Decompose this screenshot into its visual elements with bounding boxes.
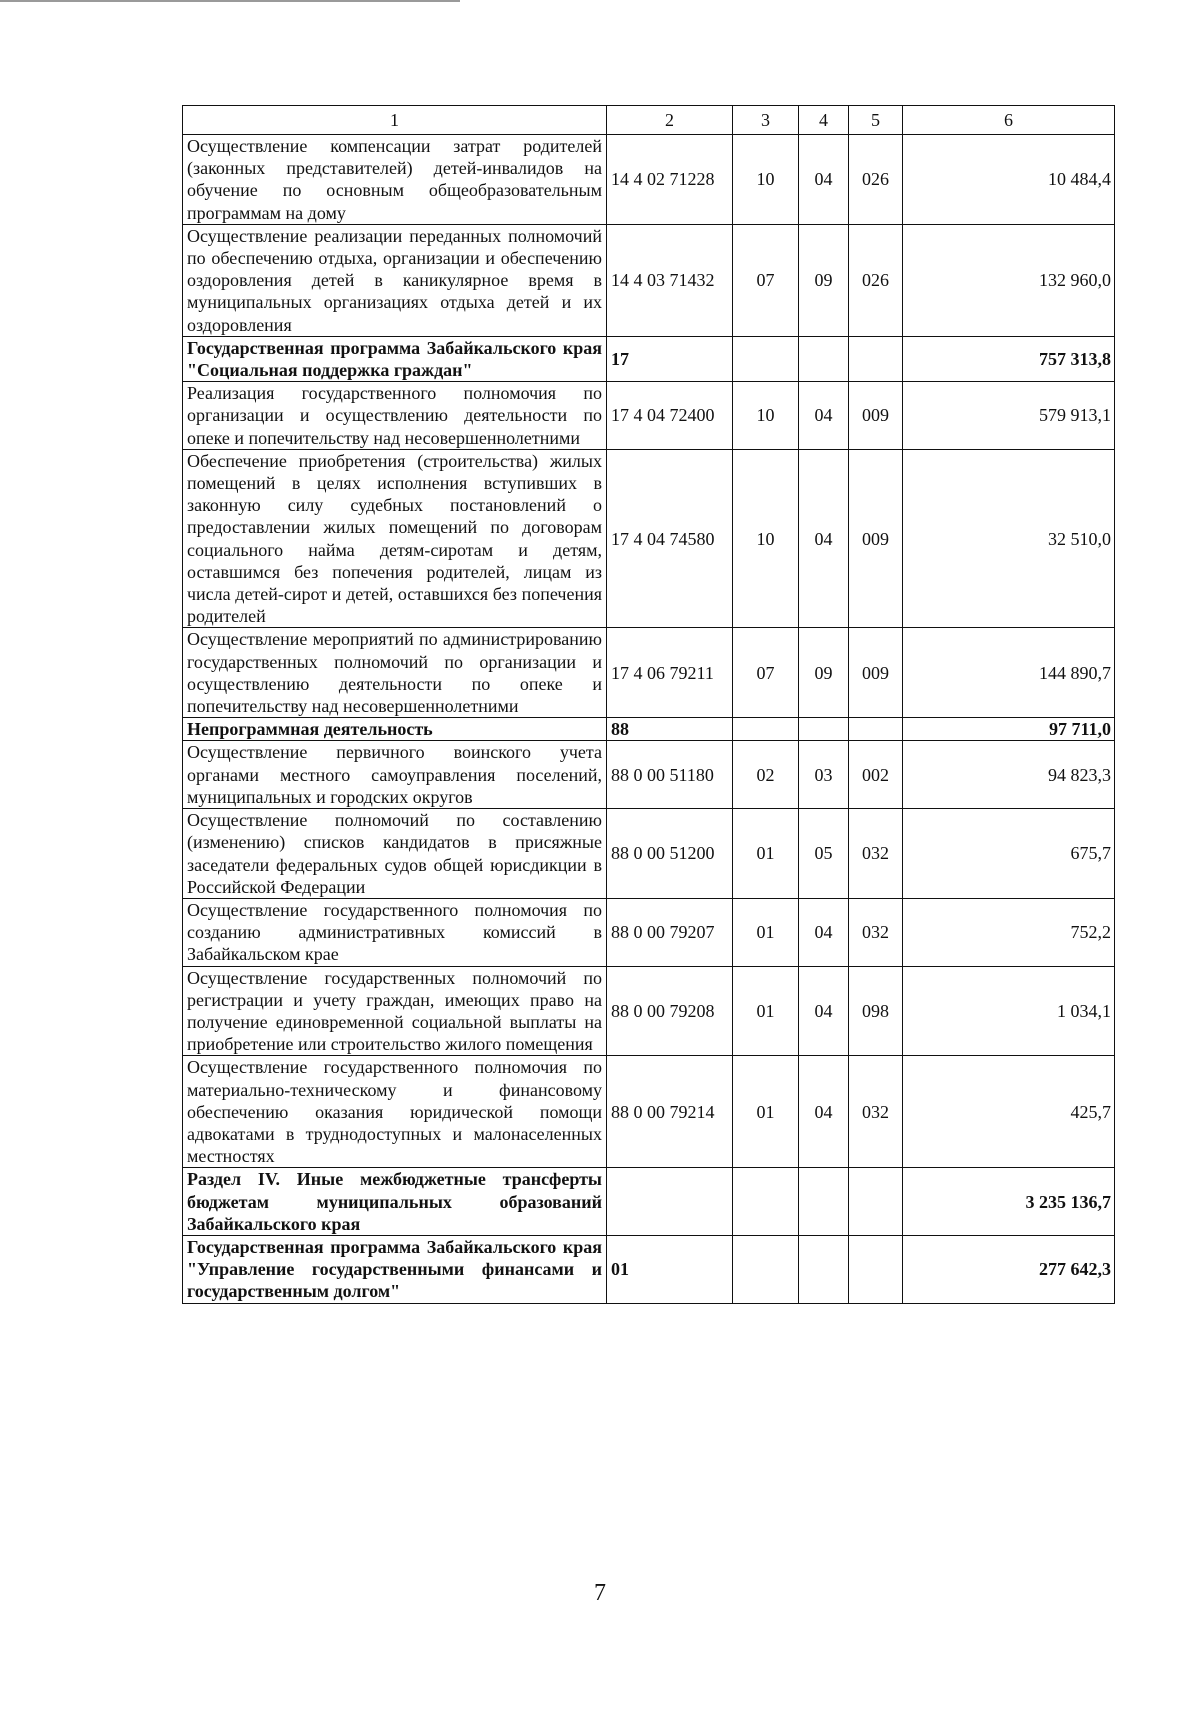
row-type-cell xyxy=(849,336,903,381)
column-header-1: 1 xyxy=(183,106,607,135)
row-type-cell: 032 xyxy=(849,809,903,899)
top-edge-rule xyxy=(0,0,460,2)
row-section-cell: 10 xyxy=(733,135,799,225)
row-name-cell: Государственная программа Забайкальского края "Социальная поддержка граждан" xyxy=(183,336,607,381)
row-type-cell xyxy=(849,718,903,741)
row-name-cell: Непрограммная деятельность xyxy=(183,718,607,741)
row-section-cell xyxy=(733,336,799,381)
page-number: 7 xyxy=(594,1580,606,1606)
table-row xyxy=(183,224,1115,336)
row-section-cell: 10 xyxy=(733,449,799,628)
row-section-cell: 01 xyxy=(733,1056,799,1168)
table-row xyxy=(183,898,1115,966)
table-body xyxy=(183,135,1115,1304)
row-subsection-cell xyxy=(799,718,849,741)
row-amount-cell: 10 484,4 xyxy=(903,135,1115,225)
column-header-5: 5 xyxy=(849,106,903,135)
row-subsection-cell xyxy=(799,336,849,381)
row-code-cell xyxy=(607,1168,733,1236)
row-name-cell: Осуществление компенсации затрат родителей (законных представителей) детей-инвалидов на обучение по основным общеобразовательным программам на дому xyxy=(183,135,607,225)
row-subsection-cell xyxy=(799,1168,849,1236)
row-section-cell: 01 xyxy=(733,898,799,966)
table-row xyxy=(183,1056,1115,1168)
column-header-6: 6 xyxy=(903,106,1115,135)
row-type-cell: 026 xyxy=(849,135,903,225)
row-type-cell: 009 xyxy=(849,449,903,628)
row-section-cell: 07 xyxy=(733,628,799,718)
row-subsection-cell: 04 xyxy=(799,382,849,450)
row-name-cell: Осуществление первичного воинского учета органами местного самоуправления поселений, муниципальных и городских округов xyxy=(183,741,607,809)
row-code-cell: 88 0 00 51180 xyxy=(607,741,733,809)
row-code-cell: 17 xyxy=(607,336,733,381)
row-subsection-cell: 04 xyxy=(799,966,849,1056)
row-code-cell: 17 4 06 79211 xyxy=(607,628,733,718)
row-subsection-cell: 04 xyxy=(799,135,849,225)
row-name-cell: Осуществление мероприятий по администрированию государственных полномочий по организации и осуществлению деятельности по опеке и попечительству над несовершеннолетними xyxy=(183,628,607,718)
row-amount-cell: 277 642,3 xyxy=(903,1235,1115,1303)
row-name-cell: Осуществление государственного полномочия по созданию административных комиссий в Забайкальском крае xyxy=(183,898,607,966)
row-section-cell: 01 xyxy=(733,966,799,1056)
table-header-row xyxy=(183,106,1115,135)
budget-table xyxy=(182,105,1115,1304)
row-section-cell xyxy=(733,1168,799,1236)
table-row xyxy=(183,382,1115,450)
row-name-cell: Осуществление полномочий по составлению (изменению) списков кандидатов в присяжные заседатели федеральных судов общей юрисдикции в Российской Федерации xyxy=(183,809,607,899)
table-row xyxy=(183,809,1115,899)
row-amount-cell: 1 034,1 xyxy=(903,966,1115,1056)
row-code-cell: 01 xyxy=(607,1235,733,1303)
row-code-cell: 88 0 00 79214 xyxy=(607,1056,733,1168)
row-name-cell: Осуществление государственного полномочия по материально-техническому и финансовому обеспечению оказания юридической помощи адвокатами в труднодоступных и малонаселенных местностях xyxy=(183,1056,607,1168)
table-row xyxy=(183,1168,1115,1236)
row-name-cell: Раздел IV. Иные межбюджетные трансферты бюджетам муниципальных образований Забайкальского края xyxy=(183,1168,607,1236)
table-row xyxy=(183,966,1115,1056)
row-code-cell: 88 0 00 79207 xyxy=(607,898,733,966)
row-subsection-cell: 03 xyxy=(799,741,849,809)
row-amount-cell: 32 510,0 xyxy=(903,449,1115,628)
row-type-cell: 009 xyxy=(849,382,903,450)
column-header-4: 4 xyxy=(799,106,849,135)
row-amount-cell: 97 711,0 xyxy=(903,718,1115,741)
row-code-cell: 14 4 02 71228 xyxy=(607,135,733,225)
row-name-cell: Осуществление реализации переданных полномочий по обеспечению отдыха, организации и обеспечению оздоровления детей в каникулярное время в муниципальных организациях отдыха детей и их оздоровления xyxy=(183,224,607,336)
row-name-cell: Государственная программа Забайкальского края "Управление государственными финансами и государственным долгом" xyxy=(183,1235,607,1303)
table-row xyxy=(183,718,1115,741)
table-row xyxy=(183,336,1115,381)
row-code-cell: 17 4 04 74580 xyxy=(607,449,733,628)
row-type-cell xyxy=(849,1235,903,1303)
row-subsection-cell: 09 xyxy=(799,224,849,336)
row-amount-cell: 132 960,0 xyxy=(903,224,1115,336)
row-section-cell xyxy=(733,718,799,741)
column-header-2: 2 xyxy=(607,106,733,135)
row-type-cell: 032 xyxy=(849,1056,903,1168)
table-row xyxy=(183,741,1115,809)
row-amount-cell: 425,7 xyxy=(903,1056,1115,1168)
row-subsection-cell: 04 xyxy=(799,449,849,628)
row-code-cell: 88 0 00 51200 xyxy=(607,809,733,899)
table-row xyxy=(183,1235,1115,1303)
row-code-cell: 14 4 03 71432 xyxy=(607,224,733,336)
row-section-cell: 07 xyxy=(733,224,799,336)
row-section-cell xyxy=(733,1235,799,1303)
row-amount-cell: 752,2 xyxy=(903,898,1115,966)
table-row xyxy=(183,628,1115,718)
table-row xyxy=(183,135,1115,225)
row-subsection-cell: 05 xyxy=(799,809,849,899)
row-type-cell: 032 xyxy=(849,898,903,966)
row-section-cell: 01 xyxy=(733,809,799,899)
row-name-cell: Обеспечение приобретения (строительства) жилых помещений в целях исполнения вступивших в законную силу судебных постановлений о предоставлении жилых помещений по договорам социального найма детям-сиротам и детям, оставшимся без попечения родителей, лицам из числа детей-сирот и детей, оставшихся без попечения родителей xyxy=(183,449,607,628)
row-subsection-cell: 04 xyxy=(799,1056,849,1168)
row-name-cell: Осуществление государственных полномочий по регистрации и учету граждан, имеющих право на получение единовременной социальной выплаты на приобретение или строительство жилого помещения xyxy=(183,966,607,1056)
row-amount-cell: 579 913,1 xyxy=(903,382,1115,450)
row-amount-cell: 3 235 136,7 xyxy=(903,1168,1115,1236)
row-section-cell: 10 xyxy=(733,382,799,450)
row-section-cell: 02 xyxy=(733,741,799,809)
column-header-3: 3 xyxy=(733,106,799,135)
row-type-cell: 002 xyxy=(849,741,903,809)
table-row xyxy=(183,449,1115,628)
row-code-cell: 88 0 00 79208 xyxy=(607,966,733,1056)
row-name-cell: Реализация государственного полномочия по организации и осуществлению деятельности по опеке и попечительству над несовершеннолетними xyxy=(183,382,607,450)
row-code-cell: 88 xyxy=(607,718,733,741)
row-type-cell: 009 xyxy=(849,628,903,718)
row-type-cell: 026 xyxy=(849,224,903,336)
row-subsection-cell xyxy=(799,1235,849,1303)
row-code-cell: 17 4 04 72400 xyxy=(607,382,733,450)
row-subsection-cell: 04 xyxy=(799,898,849,966)
row-amount-cell: 94 823,3 xyxy=(903,741,1115,809)
row-type-cell xyxy=(849,1168,903,1236)
row-amount-cell: 675,7 xyxy=(903,809,1115,899)
row-type-cell: 098 xyxy=(849,966,903,1056)
row-subsection-cell: 09 xyxy=(799,628,849,718)
row-amount-cell: 757 313,8 xyxy=(903,336,1115,381)
row-amount-cell: 144 890,7 xyxy=(903,628,1115,718)
